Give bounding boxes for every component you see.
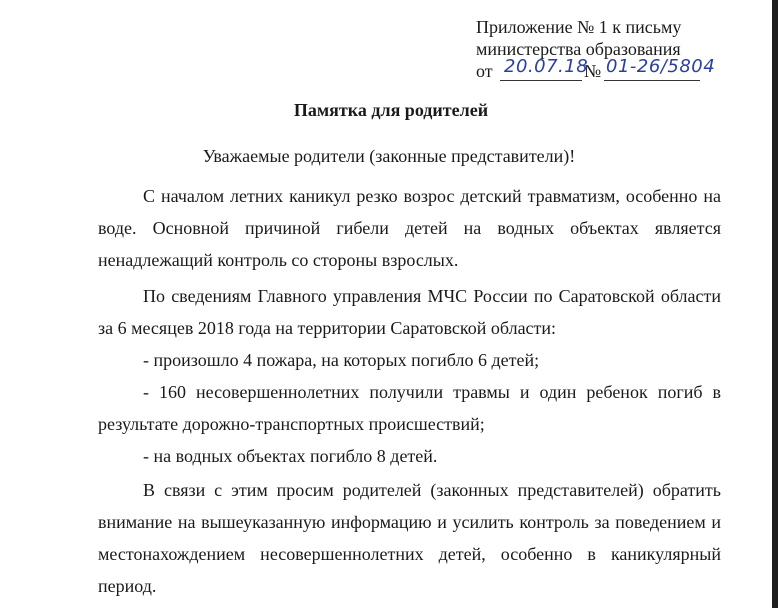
memo-title: Памятка для родителей [293, 100, 489, 120]
handwritten-date: 20.07.18 [504, 56, 589, 77]
date-underline [500, 80, 582, 81]
appendix-reference-line [476, 56, 716, 82]
scan-edge [772, 0, 778, 608]
from-label: от [476, 61, 493, 81]
handwritten-number: 01-26/5804 [606, 56, 716, 77]
paragraph-2: По сведениям Главного управления МЧС России по Саратовской области за 6 месяцев 2018 года на территории Саратовской области: [98, 286, 721, 338]
appendix-header [476, 16, 716, 82]
appendix-line-1: Приложение № 1 к письму [476, 17, 682, 37]
list-item-2: - 160 несовершеннолетних получили травмы и один ребенок погиб в результате дорожно-транспортных происшествий; [98, 382, 721, 434]
number-label: № [584, 61, 602, 81]
number-underline [604, 80, 700, 81]
list-item-1: - произошло 4 пожара, на которых погибло 6 детей; [143, 350, 540, 370]
list-item-3: - на водных объектах погибло 8 детей. [143, 446, 438, 466]
appendix-line-2: министерства образования [476, 39, 681, 59]
salutation: Уважаемые родители (законные представители)! [202, 146, 576, 166]
paragraph-1: С началом летних каникул резко возрос детский травматизм, особенно на воде. Основной причиной гибели детей на водных объектах является ненадлежащий контроль со стороны взрослых. [98, 186, 721, 270]
paragraph-3: В связи с этим просим родителей (законных представителей) обратить внимание на вышеуказанную информацию и усилить контроль за поведением и местонахождением несовершеннолетних детей, особенно в каникулярный период. [98, 480, 721, 596]
